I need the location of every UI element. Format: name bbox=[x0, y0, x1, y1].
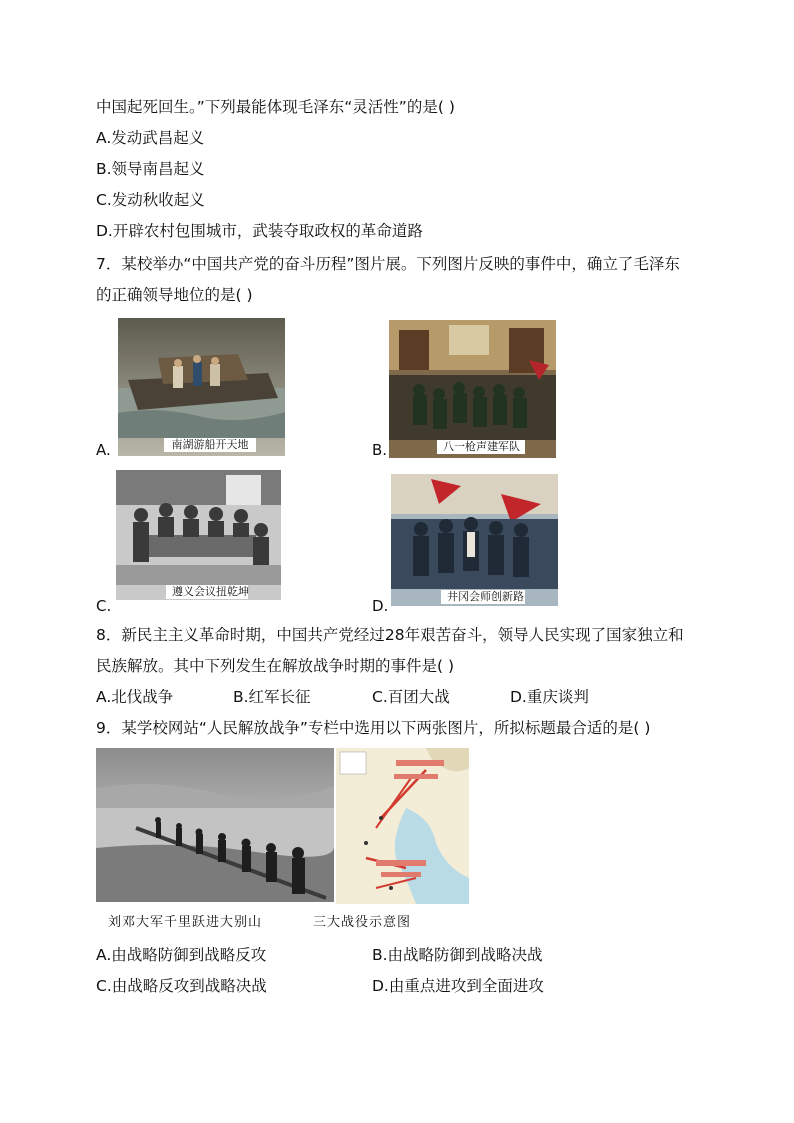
q7-label-a: A. bbox=[96, 441, 111, 459]
q9-option-b: B.由战略防御到战略决战 bbox=[372, 946, 543, 964]
q6-option-a: A.发动武昌起义 bbox=[96, 129, 205, 147]
q8-option-a: A.北伐战争 bbox=[96, 688, 174, 706]
q6-option-c: C.发动秋收起义 bbox=[96, 191, 205, 209]
q9-map-campaigns bbox=[336, 748, 469, 904]
q7-caption-c: 遵义会议扭乾坤 bbox=[166, 585, 248, 599]
q7-image-d bbox=[391, 474, 558, 606]
q7-caption-a: 南湖游船开天地 bbox=[164, 438, 256, 452]
q6-option-d: D.开辟农村包围城市，武装夺取政权的革命道路 bbox=[96, 222, 423, 240]
q9-option-c: C.由战略反攻到战略决战 bbox=[96, 977, 267, 995]
q9-stem: 9．某学校网站“人民解放战争”专栏中选用以下两张图片，所拟标题最合适的是( ) bbox=[96, 719, 651, 737]
q9-option-a: A.由战略防御到战略反攻 bbox=[96, 946, 267, 964]
q7-stem-line2: 的正确领导地位的是( ) bbox=[96, 286, 253, 304]
q9-option-d: D.由重点进攻到全面进攻 bbox=[372, 977, 544, 995]
q7-image-a bbox=[118, 318, 285, 456]
q7-stem-line1: 7．某校举办“中国共产党的奋斗历程”图片展。下列图片反映的事件中，确立了毛泽东 bbox=[96, 255, 680, 273]
q7-label-b: B. bbox=[372, 441, 388, 459]
q9-caption-right: 三大战役示意图 bbox=[313, 915, 412, 930]
q8-option-c: C.百团大战 bbox=[372, 688, 450, 706]
q6-stem: 中国起死回生。”下列最能体现毛泽东“灵活性”的是( ) bbox=[96, 98, 455, 116]
q7-caption-d: 井冈会师创新路 bbox=[441, 590, 525, 604]
q7-caption-b: 八一枪声建军队 bbox=[437, 440, 525, 454]
q8-stem-line2: 民族解放。其中下列发生在解放战争时期的事件是( ) bbox=[96, 657, 455, 675]
q7-image-c bbox=[116, 470, 281, 600]
q7-image-b bbox=[389, 320, 556, 458]
q9-photo-dabie bbox=[96, 748, 334, 902]
q8-stem-line1: 8．新民主主义革命时期，中国共产党经过28年艰苦奋斗，领导人民实现了国家独立和 bbox=[96, 626, 684, 644]
q8-option-d: D.重庆谈判 bbox=[510, 688, 589, 706]
q6-option-b: B.领导南昌起义 bbox=[96, 160, 205, 178]
q7-label-c: C. bbox=[96, 597, 112, 615]
q9-caption-left: 刘邓大军千里跃进大别山 bbox=[108, 915, 263, 930]
q8-option-b: B.红军长征 bbox=[233, 688, 311, 706]
q7-label-d: D. bbox=[372, 597, 389, 615]
